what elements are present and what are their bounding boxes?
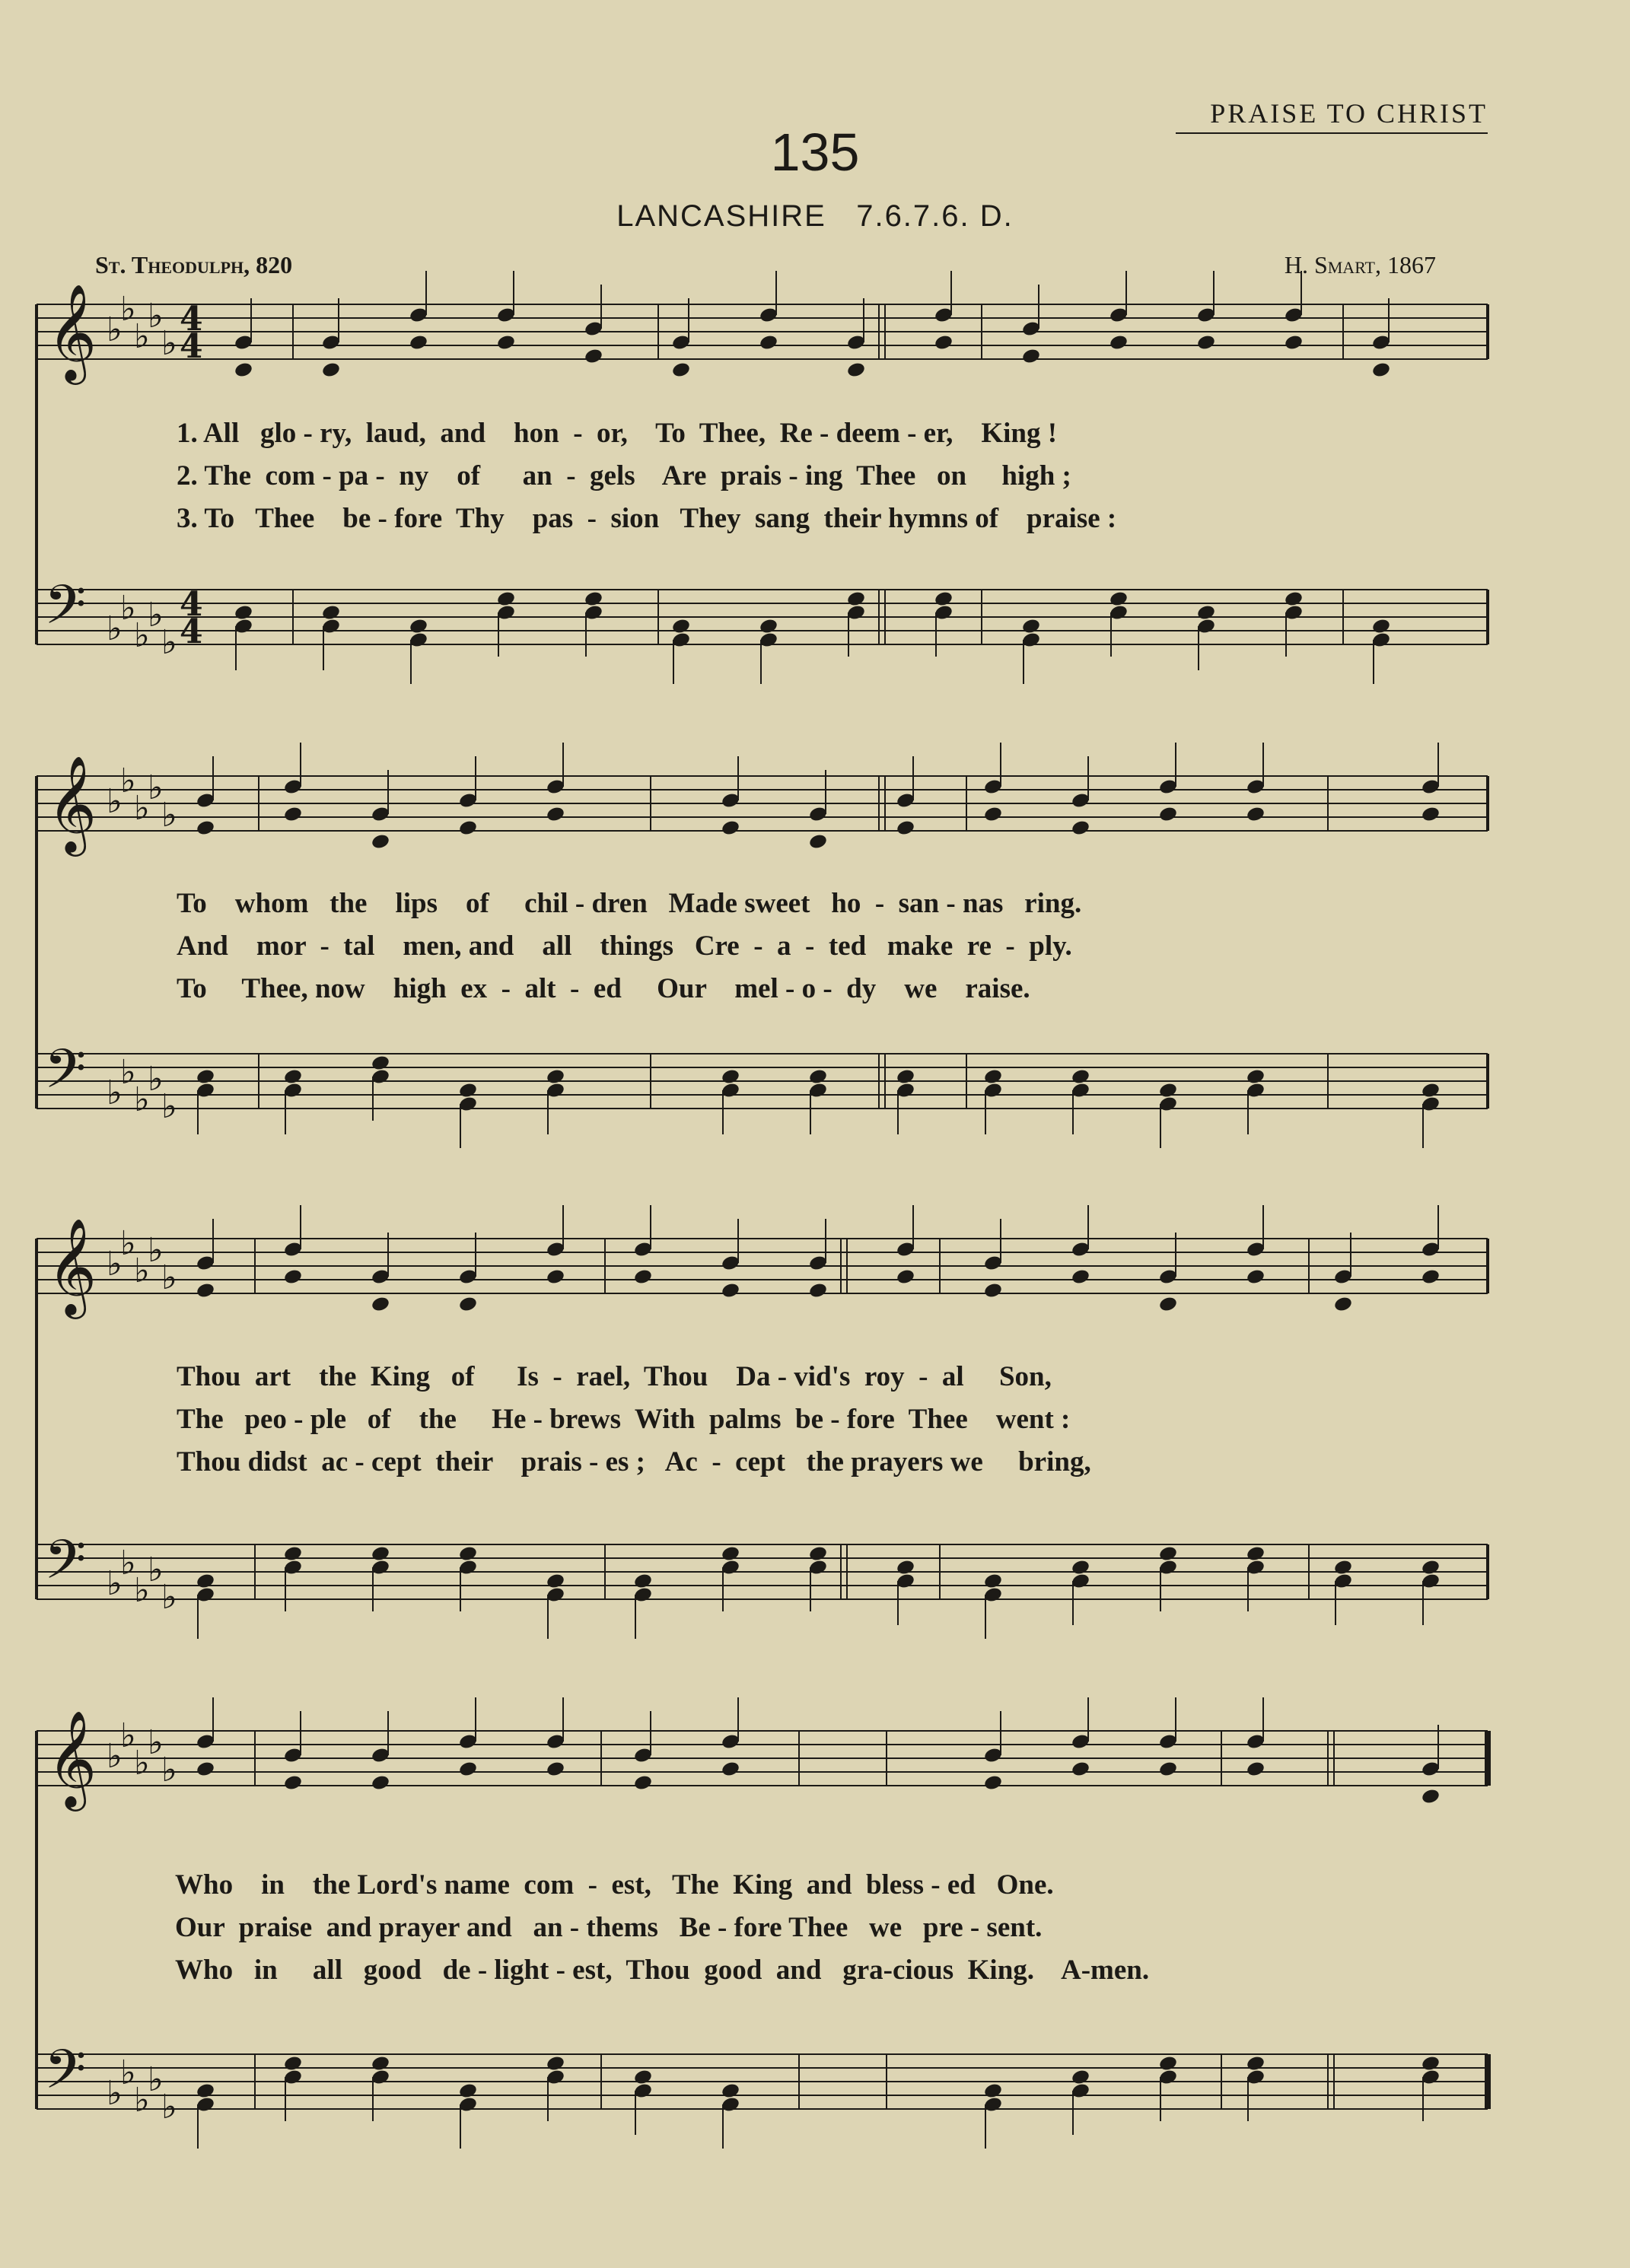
notehead [1246, 1545, 1265, 1563]
flat-icon: ♭ [120, 1224, 136, 1263]
flat-icon: ♭ [134, 1744, 150, 1783]
notehead [983, 1573, 1003, 1590]
notehead [321, 604, 341, 622]
flat-icon: ♭ [107, 1564, 123, 1603]
flat-icon: ♭ [120, 589, 136, 628]
notehead [1021, 618, 1041, 635]
notehead [633, 1774, 653, 1792]
bass-clef-icon: 𝄢 [44, 2038, 87, 2114]
notehead [283, 1268, 303, 1286]
time-signature-digit: 4 [180, 300, 203, 339]
bass-clef-icon: 𝄢 [44, 1528, 87, 1605]
lyrics-s2-v3: To Thee, now high ex - alt - ed Our mel - o - dy we raise. [177, 973, 1030, 1004]
notehead [196, 1282, 215, 1299]
notehead [458, 1082, 478, 1099]
notehead [633, 1268, 653, 1286]
flat-icon: ♭ [148, 1231, 164, 1270]
flat-icon: ♭ [120, 1716, 136, 1755]
notehead [1246, 2055, 1265, 2072]
lyrics-s3-v2: The peo - ple of the He - brews With palms be - fore Thee went : [177, 1404, 1071, 1435]
flat-icon: ♭ [120, 1544, 136, 1583]
notehead [846, 361, 866, 379]
flat-icon: ♭ [134, 1571, 150, 1610]
notehead [371, 1054, 390, 1072]
notehead [584, 590, 603, 608]
notehead [371, 2055, 390, 2072]
notehead [934, 590, 953, 608]
flat-icon: ♭ [161, 2088, 177, 2126]
flat-icon: ♭ [148, 1723, 164, 1762]
notehead [721, 1761, 740, 1778]
notehead [371, 1545, 390, 1563]
treble-clef-icon: 𝄞 [47, 755, 97, 852]
notehead [1421, 2055, 1441, 2072]
notehead [1371, 361, 1391, 379]
lyrics-s3-v3: Thou didst ac - cept their prais - es ; Ac - cept the prayers we bring, [177, 1446, 1091, 1478]
notehead [1071, 1268, 1090, 1286]
notehead [1158, 1545, 1178, 1563]
notehead [458, 819, 478, 837]
flat-icon: ♭ [134, 616, 150, 655]
notehead [584, 348, 603, 365]
hymn-number: 135 [770, 122, 860, 182]
notehead [546, 1268, 565, 1286]
notehead [721, 819, 740, 837]
notehead [1158, 1761, 1178, 1778]
flat-icon: ♭ [134, 2081, 150, 2120]
notehead [808, 1545, 828, 1563]
notehead [846, 590, 866, 608]
notehead [808, 1282, 828, 1299]
flat-icon: ♭ [148, 297, 164, 336]
notehead [983, 1068, 1003, 1086]
notehead [283, 1545, 303, 1563]
notehead [1158, 1296, 1178, 1313]
notehead [808, 1068, 828, 1086]
lyrics-s2-v1: To whom the lips of chil - dren Made sweet ho - san - nas ring. [177, 888, 1082, 919]
lyrics-s4-v2: Our praise and prayer and an - thems Be - fore Thee we pre - sent. [175, 1912, 1043, 1943]
lyrics-s3-v1: Thou art the King of Is - rael, Thou Da - vid's roy - al Son, [177, 1361, 1052, 1392]
notehead [1246, 1268, 1265, 1286]
notehead [371, 1774, 390, 1792]
notehead [808, 833, 828, 851]
notehead [759, 618, 778, 635]
notehead [671, 361, 691, 379]
flat-icon: ♭ [134, 789, 150, 828]
flat-icon: ♭ [161, 623, 177, 662]
notehead [896, 1559, 915, 1576]
treble-clef-icon: 𝄞 [47, 283, 97, 380]
bass-clef-icon: 𝄢 [44, 1038, 87, 1114]
notehead [721, 1068, 740, 1086]
lyrics-s4-v1: Who in the Lord's name com - est, The King and bless - ed One. [175, 1869, 1054, 1901]
flat-icon: ♭ [148, 1060, 164, 1099]
notehead [283, 806, 303, 823]
notehead [1021, 348, 1041, 365]
text-source-name: St. Theodulph, [95, 251, 250, 278]
notehead [1421, 1559, 1441, 1576]
notehead [321, 361, 341, 379]
notehead [371, 1296, 390, 1313]
time-signature-digit: 4 [180, 612, 203, 651]
notehead [409, 618, 428, 635]
flat-icon: ♭ [134, 1252, 150, 1290]
notehead [458, 2082, 478, 2100]
flat-icon: ♭ [148, 1551, 164, 1589]
notehead [1158, 806, 1178, 823]
notehead [633, 2069, 653, 2086]
flat-icon: ♭ [134, 317, 150, 356]
time-signature-digit: 4 [180, 327, 203, 366]
notehead [1071, 1559, 1090, 1576]
notehead [1246, 806, 1265, 823]
flat-icon: ♭ [107, 310, 123, 349]
lyrics-s2-v2: And mor - tal men, and all things Cre - a - ted make re - ply. [177, 930, 1072, 962]
notehead [283, 1774, 303, 1792]
notehead [546, 2055, 565, 2072]
flat-icon: ♭ [120, 2053, 136, 2092]
notehead [283, 1068, 303, 1086]
notehead [633, 1573, 653, 1590]
treble-clef-icon: 𝄞 [47, 1217, 97, 1315]
notehead [759, 334, 778, 351]
treble-clef-icon: 𝄞 [47, 1710, 97, 1807]
notehead [1421, 806, 1441, 823]
flat-icon: ♭ [161, 324, 177, 363]
flat-icon: ♭ [148, 596, 164, 635]
flat-icon: ♭ [161, 1751, 177, 1789]
notehead [1109, 590, 1129, 608]
notehead [409, 334, 428, 351]
flat-icon: ♭ [107, 782, 123, 821]
notehead [196, 1761, 215, 1778]
notehead [721, 1545, 740, 1563]
notehead [1421, 1788, 1441, 1805]
notehead [983, 1282, 1003, 1299]
notehead [496, 590, 516, 608]
flat-icon: ♭ [120, 1053, 136, 1092]
flat-icon: ♭ [161, 1258, 177, 1297]
notehead [1421, 1082, 1441, 1099]
flat-icon: ♭ [120, 290, 136, 329]
notehead [983, 806, 1003, 823]
notehead [196, 1573, 215, 1590]
notehead [1196, 334, 1216, 351]
notehead [721, 2082, 740, 2100]
meter: 7.6.7.6. D. [856, 199, 1014, 233]
bass-clef-icon: 𝄢 [44, 574, 87, 650]
text-source-year: 820 [256, 251, 293, 278]
notehead [1284, 590, 1304, 608]
notehead [458, 1545, 478, 1563]
notehead [546, 1068, 565, 1086]
notehead [1246, 1068, 1265, 1086]
composer-year: 1867 [1387, 251, 1436, 278]
flat-icon: ♭ [134, 1080, 150, 1119]
flat-icon: ♭ [148, 768, 164, 807]
flat-icon: ♭ [161, 1578, 177, 1617]
notehead [671, 618, 691, 635]
notehead [1109, 334, 1129, 351]
notehead [721, 1282, 740, 1299]
notehead [546, 1573, 565, 1590]
notehead [1333, 1559, 1353, 1576]
notehead [283, 2055, 303, 2072]
flat-icon: ♭ [161, 796, 177, 835]
lyrics-s1-v3: 3. To Thee be - fore Thy pas - sion They sang their hymns of praise : [177, 503, 1117, 534]
notehead [1071, 2069, 1090, 2086]
notehead [1071, 1761, 1090, 1778]
notehead [1071, 1068, 1090, 1086]
notehead [458, 1761, 478, 1778]
notehead [234, 604, 253, 622]
section-title: PRAISE TO CHRIST [1176, 97, 1488, 134]
flat-icon: ♭ [107, 609, 123, 648]
tune-name: LANCASHIRE [616, 199, 826, 233]
notehead [196, 819, 215, 837]
lyrics-s1-v2: 2. The com - pa - ny of an - gels Are prais - ing Thee on high ; [177, 460, 1071, 491]
flat-icon: ♭ [148, 2060, 164, 2099]
lyrics-s4-v3: Who in all good de - light - est, Thou good and gra-cious King. A-men. [175, 1955, 1150, 1986]
notehead [1158, 2055, 1178, 2072]
notehead [196, 1068, 215, 1086]
flat-icon: ♭ [107, 1245, 123, 1284]
notehead [896, 1068, 915, 1086]
notehead [1421, 1268, 1441, 1286]
notehead [896, 819, 915, 837]
notehead [1333, 1296, 1353, 1313]
composer-name: H. Smart, [1284, 251, 1381, 278]
flat-icon: ♭ [120, 762, 136, 800]
notehead [371, 833, 390, 851]
notehead [1158, 1082, 1178, 1099]
notehead [983, 2082, 1003, 2100]
notehead [896, 1268, 915, 1286]
notehead [496, 334, 516, 351]
notehead [234, 361, 253, 379]
flat-icon: ♭ [161, 1087, 177, 1126]
notehead [546, 806, 565, 823]
flat-icon: ♭ [107, 2074, 123, 2113]
notehead [1246, 1761, 1265, 1778]
flat-icon: ♭ [107, 1074, 123, 1112]
notehead [1371, 618, 1391, 635]
flat-icon: ♭ [107, 1737, 123, 1776]
notehead [1071, 819, 1090, 837]
notehead [1284, 334, 1304, 351]
lyrics-s1-v1: 1. All glo - ry, laud, and hon - or, To Thee, Re - deem - er, King ! [177, 418, 1058, 449]
notehead [546, 1761, 565, 1778]
notehead [934, 334, 953, 351]
time-signature-digit: 4 [180, 585, 203, 624]
notehead [458, 1296, 478, 1313]
notehead [1196, 604, 1216, 622]
notehead [196, 2082, 215, 2100]
notehead [983, 1774, 1003, 1792]
